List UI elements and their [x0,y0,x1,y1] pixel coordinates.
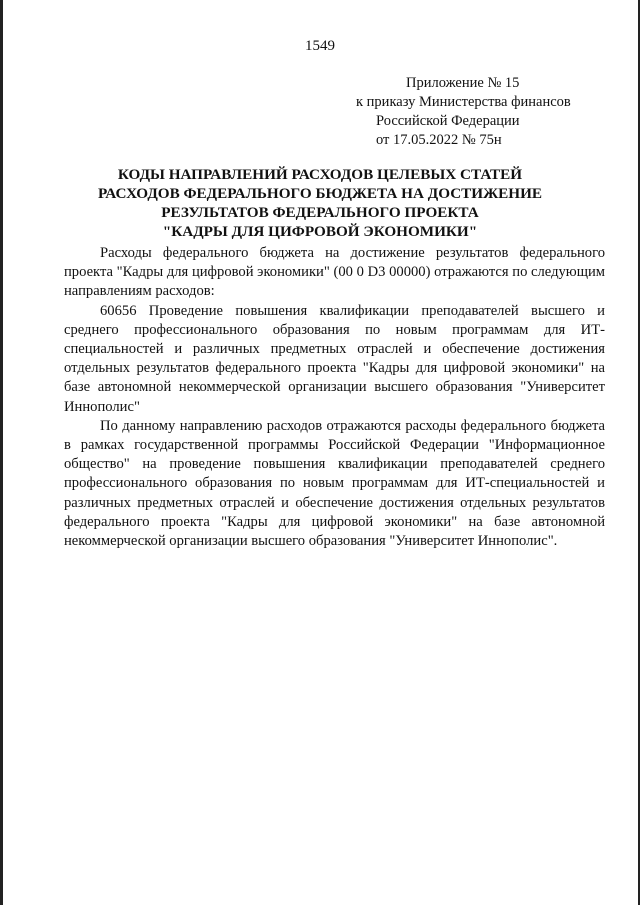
body-paragraph-code-60656: 60656 Проведение повышения квалификации преподавателей высшего и среднего профессионального образования по новым программам для ИТ-специальностей и различных предметных отраслей и обеспечение достижения отдельных результатов федерального проекта "Кадры для цифровой экономики" на базе автономной некоммерческой организации высшего образования "Университет Иннополис" [64,302,605,415]
scan-edge-left [0,0,3,905]
appendix-number: Приложение № 15 [406,75,520,91]
appendix-order-ref: к приказу Министерства финансов [356,94,571,110]
body-paragraph-intro: Расходы федерального бюджета на достижение результатов федерального проекта "Кадры для цифровой экономики" (00 0 D3 00000) отражаются по следующим направлениям расходов: [64,245,605,300]
document-body [64,244,605,551]
appendix-date: от 17.05.2022 № 75н [376,132,502,148]
appendix-block [330,74,600,150]
title-line-2: РАСХОДОВ ФЕДЕРАЛЬНОГО БЮДЖЕТА НА ДОСТИЖЕНИЕ [97,185,543,202]
title-line-3: РЕЗУЛЬТАТОВ ФЕДЕРАЛЬНОГО ПРОЕКТА [161,204,479,221]
appendix-country: Российской Федерации [376,113,520,129]
document-title [40,165,600,241]
title-line-1: КОДЫ НАПРАВЛЕНИЙ РАСХОДОВ ЦЕЛЕВЫХ СТАТЕЙ [117,166,523,183]
body-paragraph-description: По данному направлению расходов отражаются расходы федерального бюджета в рамках государственной программы Российской Федерации "Информационное общество" на проведение повышения квалификации преподавателей среднего профессионального образования по новым программам для ИТ-специальностей и различных предметных отраслей и обеспечение достижения отдельных результатов федерального проекта "Кадры для цифровой экономики" на базе автономной некоммерческой организации высшего образования "Университет Иннополис". [64,417,605,550]
page-number: 1549 [305,38,335,54]
title-line-4: "КАДРЫ ДЛЯ ЦИФРОВОЙ ЭКОНОМИКИ" [162,223,478,240]
